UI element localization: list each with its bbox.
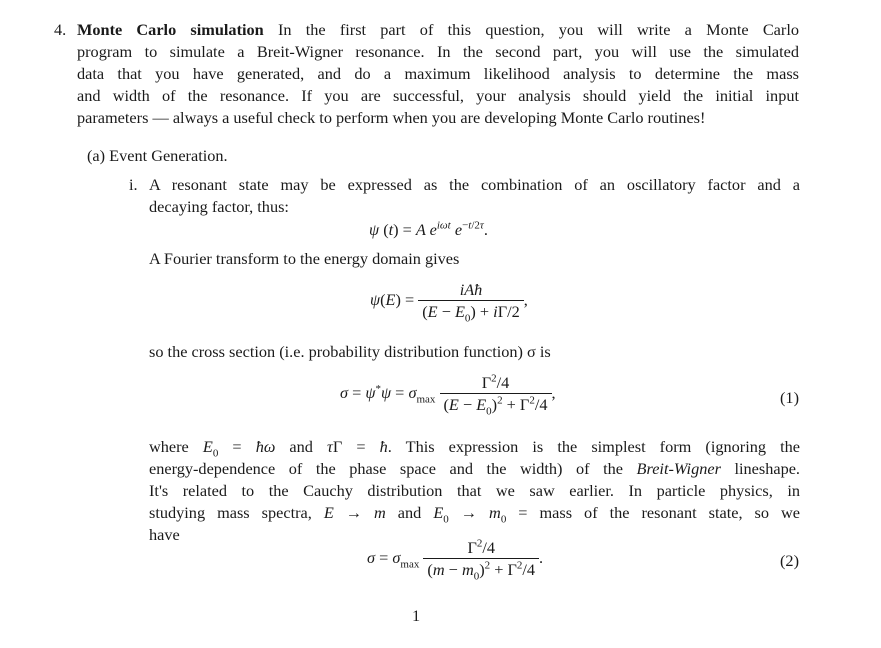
where-line-1: This expression is the simplest form (ignoring the <box>405 437 800 456</box>
equation-2: $\sigma = \sigma_{max}$ $\frac{\Gamma^2/4}{(m - m_0)^2 + \Gamma^2/4}$ . <box>367 537 544 583</box>
equation-1: $\sigma = \psi^*\psi = \sigma_{max}$ $\frac{\Gamma^2/4}{(E - E_0)^2 + \Gamma^2/4}$ , <box>340 372 556 418</box>
where-line-2: energy-dependence of the phase space and the width) of the <box>149 459 623 478</box>
page-number: 1 <box>412 606 421 625</box>
problem-title: Monte Carlo simulation <box>77 20 264 39</box>
where-line-5: have <box>149 525 180 544</box>
problem-number: 4. <box>54 20 67 39</box>
equation-psi-t: ψ (t) = A $e^{i\omega t}$ $e^{-t/2\tau}$. <box>369 219 488 239</box>
intro-line-3: data that you have generated, and do a maximum likelihood analysis to determine the mass <box>77 64 799 83</box>
equation-2-label: (2) <box>780 551 799 570</box>
where-paragraph: where $E_0$ = ħω and τΓ = ħ. This expression is the simplest form (ignoring the energy-dependence of the phase space and the width) of the Breit-Wigner lineshape. It's related to the Cauchy distribution that we saw earlier. In particle physics, in studying mass spectra, E → m and $E_0 \to m_0$ = mass of the resonant state, so we have <box>149 437 801 544</box>
part-a-label: (a) <box>87 146 106 165</box>
part-a-title: Event Generation. <box>109 146 228 165</box>
equation-psi-e: ψ(E) = $\frac{\text{iAħ}}{(E - E_0) + i\Gamma/2}$ , <box>370 280 528 325</box>
intro-line-5: parameters — always a useful check to perform when you are developing Monte Carlo routines! <box>77 108 706 127</box>
item-i-label: i. <box>129 175 138 194</box>
intro-line-2: program to simulate a Breit-Wigner resonance. In the second part, you will use the simulated <box>77 42 799 61</box>
fourier-text: A Fourier transform to the energy domain gives <box>149 249 460 268</box>
item-i-line-2: decaying factor, thus: <box>149 197 289 216</box>
problem-intro <box>77 19 799 129</box>
intro-line-4: and width of the resonance. If you are successful, your analysis should yield the initial input <box>77 86 799 105</box>
where-line-3: It's related to the Cauchy distribution that we saw earlier. In particle physics, in <box>149 481 800 500</box>
item-i-line-1: A resonant state may be expressed as the combination of an oscillatory factor and a <box>149 175 800 194</box>
cross-section-text: so the cross section (i.e. probability distribution function) σ is <box>149 342 551 361</box>
mass-text: mass of the resonant state, so we <box>539 503 801 522</box>
equation-1-label: (1) <box>780 388 799 407</box>
intro-line-1: In the first part of this question, you will write a Monte Carlo <box>277 20 799 39</box>
lineshape-word: lineshape. <box>734 459 801 478</box>
item-i-text <box>149 174 800 218</box>
part-a-heading <box>87 145 228 167</box>
breit-wigner-term: Breit-Wigner <box>636 459 721 478</box>
